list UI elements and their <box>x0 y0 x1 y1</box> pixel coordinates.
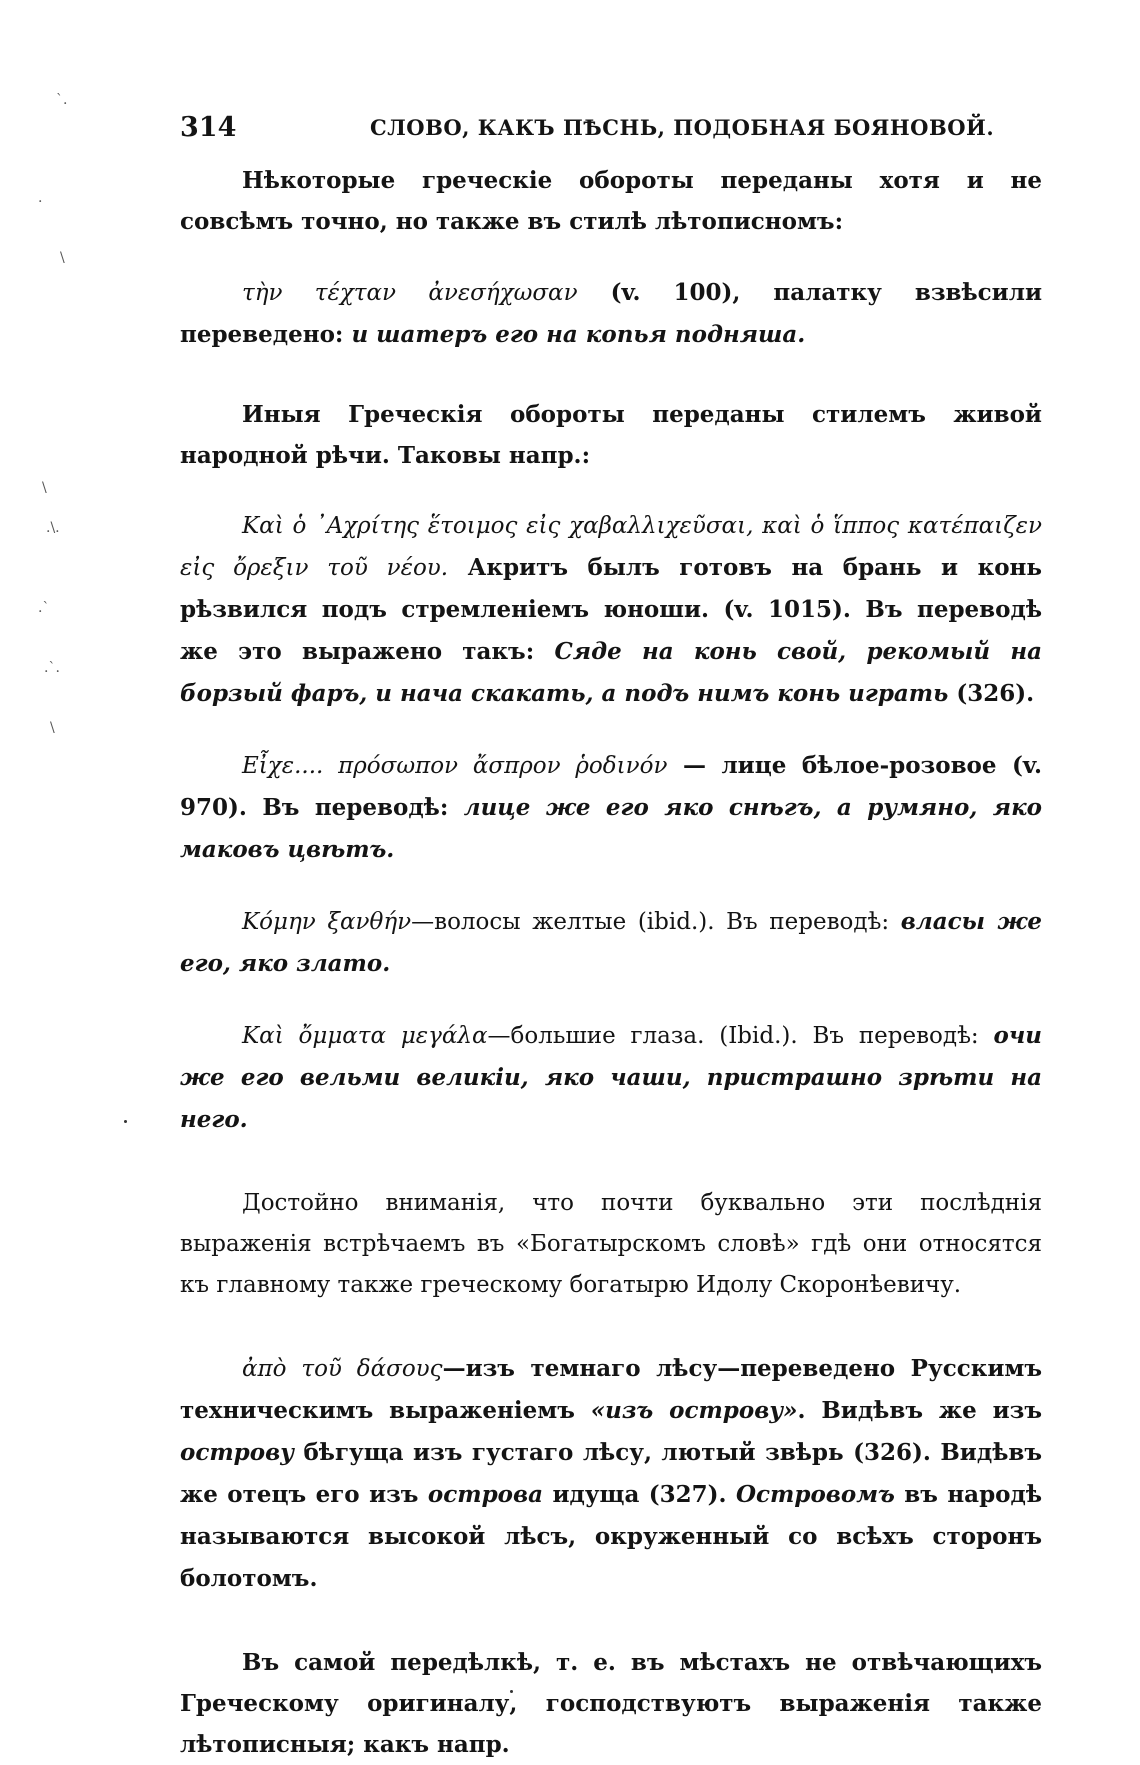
margin-speck: \ <box>60 250 65 266</box>
margin-speck: \ <box>50 720 55 736</box>
paragraph-text: бѣгуща изъ густаго лѣсу, лютый звѣрь (326). Видѣвъ же отецъ его изъ <box>180 1439 1042 1508</box>
emphasized-term: Островомъ <box>736 1481 895 1508</box>
paragraph-7 <box>180 1015 1042 1141</box>
paragraph-9 <box>180 1348 1042 1600</box>
paragraph-2 <box>180 272 1042 356</box>
margin-speck: .\. <box>46 520 60 536</box>
paragraph-text: —волосы желтые (ibid.). Въ переводѣ: <box>411 909 901 935</box>
paragraph-text: въ народѣ называются высокой лѣсъ, окруженный со всѣхъ сторонъ болотомъ. <box>180 1481 1042 1592</box>
greek-quote: Κόμην ξανθήν <box>242 909 412 935</box>
greek-quote: ἀπὸ τοῦ δάσους <box>242 1356 443 1382</box>
paragraph-6 <box>180 901 1042 985</box>
greek-quote: Καὶ ὄμματα μεγάλα <box>242 1023 488 1049</box>
page-number: 314 <box>180 112 237 143</box>
translation-quote: власы же его, яко злато. <box>180 908 1043 977</box>
emphasized-term: острова <box>427 1481 544 1508</box>
paragraph-5 <box>180 745 1042 871</box>
emphasized-term: острову <box>180 1439 294 1466</box>
translation-quote: лице же его яко снѣгъ, а румяно, яко маковъ цвѣтъ. <box>180 794 1042 863</box>
paragraph-3: Иныя Греческія обороты переданы стилемъ живой народной рѣчи. Таковы напр.: <box>180 401 1042 469</box>
margin-speck: .` <box>38 600 50 616</box>
translation-quote: и шатеръ его на копья подняша. <box>351 321 806 348</box>
greek-quote: τὴν τέχταν ἀνεσήχωσαν <box>242 280 578 306</box>
page-header <box>180 112 1040 152</box>
paragraph-4 <box>180 506 1042 715</box>
paragraph-text: Акритъ былъ готовъ на брань и конь рѣзвился подъ стремленіемъ юноши. (v. 1015). Въ переводѣ же это выражено такъ: <box>180 554 1042 665</box>
margin-speck: \ <box>42 480 47 496</box>
ink-speck <box>124 1120 127 1123</box>
paragraph-text: —изъ темнаго лѣсу—переведено Русскимъ техническимъ выраженіемъ <box>180 1355 1043 1424</box>
paragraph-text: идуща (327). <box>543 1481 736 1508</box>
paragraph-text: —большие глаза. (Ibid.). Въ переводѣ: <box>487 1023 994 1049</box>
body-text <box>180 160 1042 1765</box>
paragraph-text: (v. 100), палатку взвѣсили переведено: <box>180 279 1042 348</box>
greek-quote: Καὶ ὁ ᾿Αχρίτης ἕτοιμος εἰς χαβαλλιχεῦσαι, καὶ ὁ ἵππος κατέπαιζεν εἰς ὄρεξιν τοῦ νέου. <box>180 513 1042 581</box>
paragraph-text: — лице бѣлое-розовое (v. 970). Въ переводѣ: <box>180 752 1042 821</box>
emphasized-term: «изъ острову» <box>590 1397 798 1424</box>
paragraph-8: Достойно вниманія, что почти буквально эти послѣднія выраженія встрѣчаемъ въ «Богатырскомъ словѣ» гдѣ они относятся къ главному также греческому богатырю Идолу Скоронѣевичу. <box>180 1190 1042 1298</box>
margin-speck: .`. <box>44 660 60 676</box>
paragraph-10: Въ самой передѣлкѣ, т. е. въ мѣстахъ не отвѣчающихъ Греческому оригиналу, господствуютъ выраженія также лѣтописныя; какъ напр. <box>180 1649 1042 1758</box>
paragraph-text: (326). <box>948 680 1035 707</box>
greek-quote: Εἶχε.... πρόσωπον ἄσπρον ῥοδινόν <box>242 753 668 779</box>
margin-marks <box>20 80 140 880</box>
translation-quote: очи же его вельми великіи, яко чаши, пристрашно зрѣти на него. <box>180 1022 1042 1133</box>
margin-speck: `. <box>56 92 68 108</box>
translation-quote: Сяде на конь свой, рекомый на борзый фаръ, и нача скакать, а подъ нимъ конь играть <box>180 638 1042 707</box>
paragraph-1: Нѣкоторые греческіе обороты переданы хотя и не совсѣмъ точно, но также въ стилѣ лѣтописномъ: <box>180 167 1042 235</box>
margin-speck: . <box>38 190 43 206</box>
running-title: СЛОВО, КАКЪ ПѢСНЬ, ПОДОБНАЯ БОЯНОВОЙ. <box>370 115 995 140</box>
paragraph-text: . Видѣвъ же изъ <box>797 1397 1042 1424</box>
